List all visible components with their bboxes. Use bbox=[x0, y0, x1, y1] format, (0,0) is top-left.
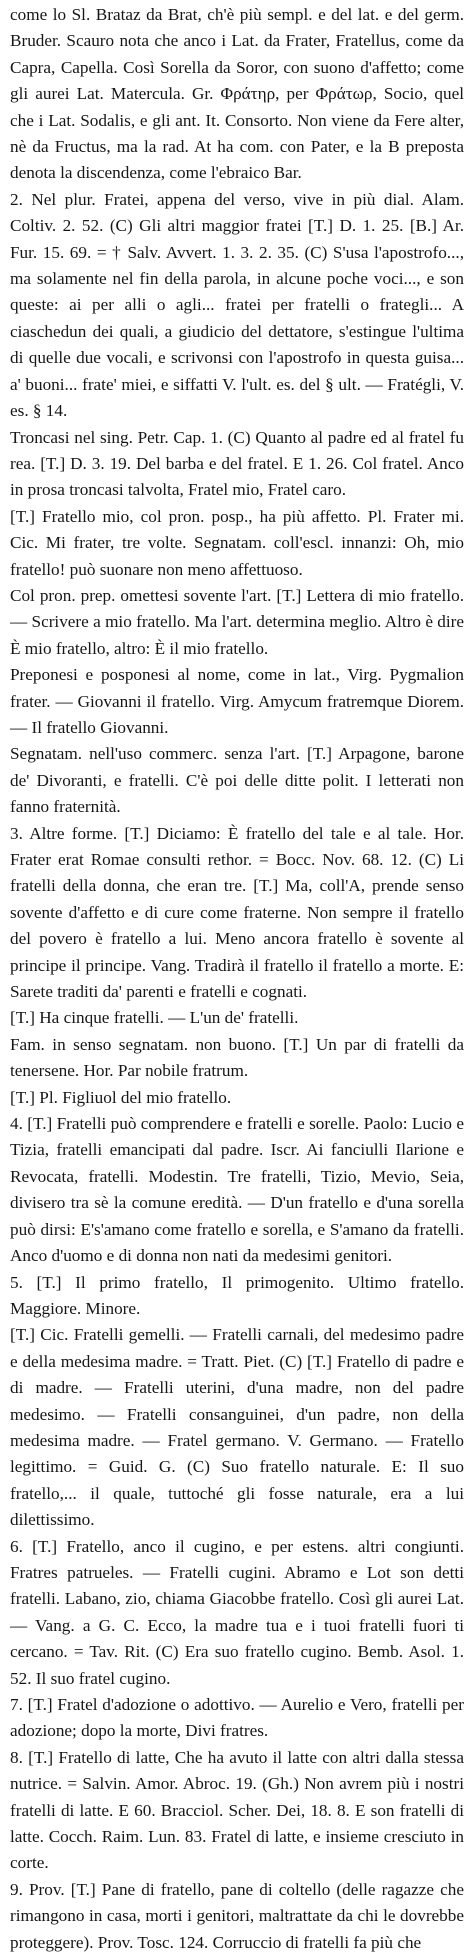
sense-2-paragraph: 2. Nel plur. Fratei, appena del verso, vive in più dial. Alam. Coltiv. 2. 52. (C) Gli altri maggior fratei [T.] D. 1. 25. [B.] Ar. Fur. 15. 69. = † Salv. Avvert. 1. 3. 2. 35. (C) S'usa l'apostrofo..., ma solamente nel fin della parola, in alcune poche voci..., e son queste: ai per alli o agli... fratei per fratelli o frategli... A ciaschedun dei quali, a giudicio del dettatore, s'estingue l'ultima di quelle due vocali, e scrivonsi con l'apostrofo in questa guisa... a' buoni... frate' miei, e siffatti V. l'ult. es. del § ult. — Fratégli, V. es. § 14. bbox=[10, 189, 464, 421]
troncasi-paragraph: Troncasi nel sing. Petr. Cap. 1. (C) Quanto al padre ed al fratel fu rea. [T.] D. 3. 19. Del barba e del fratel. E 1. 26. Col fratel. Anco in prosa troncasi talvolta, Fratel mio, Fratel caro. bbox=[10, 427, 464, 500]
fam-senso-paragraph: Fam. in senso segnatam. non buono. [T.] Un par di fratelli da tenersene. Hor. Par nobile fratrum. bbox=[10, 1034, 464, 1081]
fratello-mio-paragraph: [T.] Fratello mio, col pron. posp., ha più affetto. Pl. Frater mi. Cic. Mi frater, tre volte. Segnatam. coll'escl. innanzi: Oh, mio fratello! può suonare non meno affettuoso. bbox=[10, 506, 464, 579]
cic-gemelli-paragraph: [T.] Cic. Fratelli gemelli. — Fratelli carnali, del medesimo padre e della medesima madre. = Tratt. Piet. (C) [T.] Fratello di padre e di madre. — Fratelli uterini, d'una madre, non del padre medesimo. — Fratelli consanguinei, d'un padre, non della medesima madre. — Fratel germano. V. Germano. — Fratello legittimo. = Guid. G. (C) Suo fratello naturale. E: Il suo fratello,... il quale, tuttoché gli fosse naturale, era a lui dilettissimo. bbox=[10, 1325, 464, 1530]
sense-6-paragraph: 6. [T.] Fratello, anco il cugino, e per estens. altri congiunti. Fratres patrueles. — Fratelli cugini. Abramo e Lot son detti fratelli. Labano, zio, chiama Giacobbe fratello. Così gli aurei Lat. — Vang. a G. C. Ecco, la madre tua e i tuoi fratelli fuori ti cercano. = Tav. Rit. (C) Era suo fratello cugino. Bemb. Asol. 1. 52. Il suo fratel cugino. bbox=[10, 1536, 464, 1688]
pl-figliuolo-paragraph: [T.] Pl. Figliuol del mio fratello. bbox=[10, 1087, 232, 1107]
sense-5-paragraph: 5. [T.] Il primo fratello, Il primogenito. Ultimo fratello. Maggiore. Minore. bbox=[10, 1272, 464, 1318]
sense-8-paragraph: 8. [T.] Fratello di latte, Che ha avuto il latte con altri dalla stessa nutrice. = Salvin. Amor. Abroc. 19. (Gh.) Non avrem più i nostri fratelli di latte. E 60. Bracciol. Scher. Dei, 18. 8. E son fratelli di latte. Cocch. Raim. Lun. 83. Fratel di latte, e insieme cresciuto in corte. bbox=[10, 1747, 464, 1873]
entry-etymology-paragraph: come lo Sl. Brataz da Brat, ch'è più sempl. e del lat. e del germ. Bruder. Scauro nota che anco i Lat. da Frater, Fratellus, come da Capra, Capella. Così Sorella da Soror, con suono d'affetto; come gli aurei Lat. Matercula. Gr. Φράτηρ, per Φράτωρ, Socio, quel che i Lat. Sodalis, e gli ant. It. Consorto. Non viene da Fere alter, nè da Fructus, ma la rad. At ha com. con Pater, e la B preposta denota la discendenza, come l'ebraico Bar. bbox=[10, 5, 464, 183]
sense-3-paragraph: 3. Altre forme. [T.] Diciamo: È fratello del tale e al tale. Hor. Frater erat Romae consulti rethor. = Bocc. Nov. 68. 12. (C) Li fratelli della donna, che eran tre. [T.] Ma, coll'A, prende senso sovente d'affetto e di cure come fraterne. Non sempre il fratello del povero è fratello a lui. Meno ancora fratello è sovente al principe il principe. Vang. Tradirà il fratello il fratello a morte. E: Sarete traditi da' parenti e fratelli e cognati. bbox=[10, 823, 464, 1002]
sense-9-paragraph: 9. Prov. [T.] Pane di fratello, pane di coltello (delle ragazze che rimangono in casa, morti i genitori, maltrattate da chi le dovrebbe proteggere). Prov. Tosc. 124. Corruccio di fratelli fa più che bbox=[10, 1879, 464, 1952]
cinque-fratelli-paragraph: [T.] Ha cinque fratelli. — L'un de' fratelli. bbox=[10, 1008, 299, 1028]
sense-7-paragraph: 7. [T.] Fratel d'adozione o adottivo. — Aurelio e Vero, fratelli per adozione; dopo la morte, Divi fratres. bbox=[10, 1695, 464, 1741]
sense-4-paragraph: 4. [T.] Fratelli può comprendere e fratelli e sorelle. Paolo: Lucio e Tizia, fratelli emancipati dal padre. Iscr. Ai fanciulli Ilarione e Revocata, fratelli. Modestin. Tre fratelli, Tizio, Mevio, Seia, divisero tra sè la comune eredità. — D'un fratello e d'una sorella può dirsi: E's'amano come fratello e sorella, e S'amano da fratelli. Anco d'uomo e di donna non nati da medesimi genitori. bbox=[10, 1114, 464, 1266]
segnatam-paragraph: Segnatam. nell'uso commerc. senza l'art. [T.] Arpagone, barone de' Divoranti, e fratelli. C'è poi delle ditte polit. I letterati non fanno fraternità. bbox=[10, 744, 464, 817]
preponesi-paragraph: Preponesi e posponesi al nome, come in lat., Virg. Pygmalion frater. — Giovanni il fratello. Virg. Amycum fratremque Diorem. — Il fratello Giovanni. bbox=[10, 665, 464, 737]
col-pron-prep-paragraph: Col pron. prep. omettesi sovente l'art. [T.] Lettera di mio fratello. — Scrivere a mio fratello. Ma l'art. determina meglio. Altro è dire È mio fratello, altro: È il mio fratello. bbox=[10, 585, 464, 658]
